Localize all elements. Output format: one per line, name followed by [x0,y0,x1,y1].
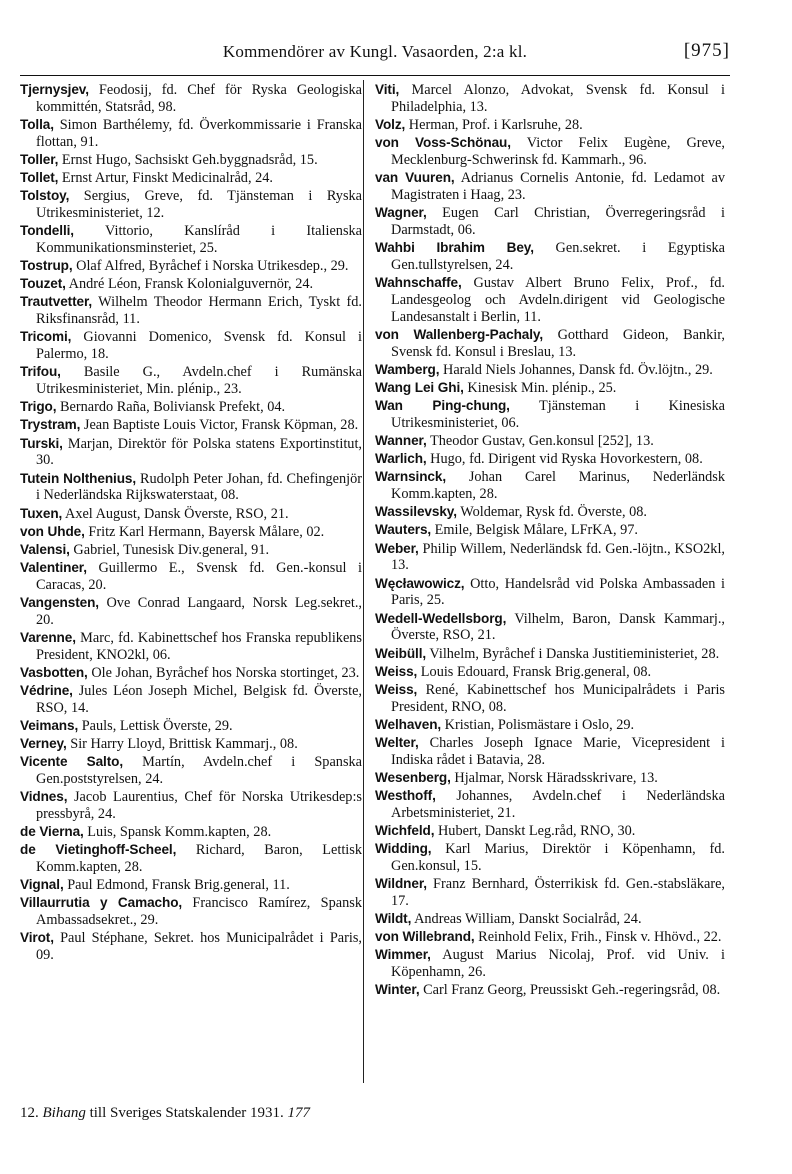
entry-name: Tolla, [20,117,54,132]
entry-name: Weibüll, [375,645,427,661]
entry-name: van Vuuren, [375,170,455,186]
footer-prefix: 12. [20,1105,43,1121]
page-footer [20,1105,310,1122]
entry [20,399,362,416]
page-number: [975] [683,40,730,61]
entry [20,736,362,753]
entry-text: René, Kabinettschef hos Municipalrådets i Paris President, RNO, 08. [391,681,725,715]
entry-name: von Wallenberg-Pachaly, [375,327,544,342]
entry-name: Toller, [20,152,59,167]
entry [20,471,362,505]
entry-name: Touzet, [20,276,66,292]
page-header [20,36,730,70]
entry-name: von Uhde, [20,523,85,539]
entry [20,329,362,363]
entry-text: Basile G., Avdeln.chef i Rumänska Utrikesministeriet, Min. plénip., 23. [36,364,362,398]
entry-text: Marc, fd. Kabinettschef hos Franska republikens President, KNO2kl, 06. [36,629,362,663]
entry-text: Reinhold Felix, Frih., Finsk v. Hhövd., 22. [474,929,722,946]
entry-name: Vangensten, [20,594,99,610]
entry-name: Tjernysjev, [20,82,89,97]
entry-text: Fritz Karl Hermann, Bayersk Målare, 02. [84,523,325,540]
entry [20,82,362,116]
entry [375,982,725,999]
entry-text: Vilhelm, Byråchef i Danska Justitieministeriet, 28. [426,645,720,662]
entry [20,223,362,257]
entry-text: Pauls, Lettisk Överste, 29. [78,717,233,734]
entry-name: Wimmer, [375,947,431,963]
entry-name: Weiss, [375,663,418,679]
entry-name: Widding, [375,841,432,857]
entry [375,398,725,432]
left-column [20,82,362,1082]
entry [375,275,725,326]
entry-name: Virot, [20,930,54,946]
entry-name: Wildt, [375,911,412,927]
entry [375,664,725,681]
footer-text: till Sveriges Statskalender 1931. [85,1105,288,1121]
entry-text: Giovanni Domenico, Svensk fd. Konsul i Palermo, 18. [36,329,362,363]
entry [375,117,725,134]
entry-text: Franz Bernhard, Österrikisk fd. Gen.-stabsläkare, 17. [391,876,725,909]
entry-name: Welter, [375,734,419,750]
entry-name: Weber, [375,540,419,556]
entry-text: Hjalmar, Norsk Häradsskrivare, 13. [450,769,658,786]
entry-text: Victor Felix Eugène, Greve, Mecklenburg-Schwerinsk fd. Kammarh., 96. [391,135,725,168]
entry-text: Vilhelm, Baron, Dansk Kammarj., Överste, RSO, 21. [391,610,725,644]
entry-text: Olaf Alfred, Byråchef i Norska Utrikesdep., 29. [72,258,349,275]
entry-name: de Vierna, [20,824,84,840]
entry-name: Węcławowicz, [375,575,465,591]
entry-name: Valensi, [20,541,70,557]
entry [375,841,725,875]
entry-name: Védrine, [20,682,73,698]
entry-text: Johan Carel Marinus, Nederländsk Komm.kapten, 28. [391,469,725,503]
entry-name: Trigo, [20,399,57,415]
entry [375,682,725,716]
entry-text: Jules Léon Joseph Michel, Belgisk fd. Överste, RSO, 14. [36,682,362,716]
entry-name: Vignal, [20,877,64,893]
entry-text: Kristian, Polismästare i Oslo, 29. [441,716,635,733]
entry [20,542,362,559]
entry [375,823,725,840]
entry-text: André Léon, Fransk Kolonialguvernör, 24. [65,276,314,293]
entry-name: Wahbi Ibrahim Bey, [375,240,534,256]
entry-text: Axel August, Dansk Överste, RSO, 21. [62,505,289,522]
entry-text: Carl Franz Georg, Preussiskt Geh.-regeringsråd, 08. [419,982,721,999]
entry-name: Trautvetter, [20,294,93,310]
entry [20,930,362,964]
entry-name: Vidnes, [20,789,68,805]
entry [375,451,725,468]
entry-name: Wildner, [375,876,427,892]
entry-text: Martín, Avdeln.chef i Spanska Gen.poststyrelsen, 24. [36,754,362,788]
entry-name: Wanner, [375,433,427,449]
entry-name: Viti, [375,82,400,97]
entry-name: Turski, [20,435,63,451]
entry [20,595,362,629]
entry-name: Welhaven, [375,716,442,732]
entry-text: Simon Barthélemy, fd. Överkommissarie i Franska flottan, 91. [36,117,362,150]
entry-name: de Vietinghoff-Scheel, [20,842,177,858]
entry-name: Villaurrutia y Camacho, [20,895,183,911]
entry [375,788,725,822]
entry [20,877,362,894]
entry-name: von Voss-Schönau, [375,135,511,151]
entry [375,717,725,734]
page-title: Kommendörer av Kungl. Vasaorden, 2:a kl. [222,42,528,61]
entry-text: Karl Marius, Direktör i Köpenhamn, fd. Gen.konsul, 15. [391,841,725,874]
entry-text: Sir Harry Lloyd, Brittisk Kammarj., 08. [66,736,298,753]
entry-name: Tuxen, [20,505,63,521]
column-divider [363,80,364,1083]
entry-name: Wedell-Wedellsborg, [375,610,507,626]
entry-text: Hugo, fd. Dirigent vid Ryska Hovorkestern, 08. [426,451,703,468]
entry-text: Ernst Hugo, Sachsiskt Geh.byggnadsråd, 15. [58,152,318,168]
entry [375,469,725,503]
entry-name: Warlich, [375,451,427,467]
entry [20,524,362,541]
entry [375,735,725,769]
entry-text: Harald Niels Johannes, Dansk fd. Öv.löjtn., 29. [439,362,713,378]
entry [20,665,362,682]
entry [20,188,362,222]
entry [20,258,362,275]
entry-name: Tollet, [20,170,59,186]
entry [20,152,362,169]
entry [20,506,362,523]
entry [20,895,362,929]
entry [375,240,725,274]
entry-text: Ernst Artur, Finskt Medicinalråd, 24. [58,170,273,187]
entry [375,541,725,575]
entry [375,576,725,610]
entry-text: Woldemar, Rysk fd. Överste, 08. [456,504,647,521]
entry-text: Feodosij, fd. Chef för Ryska Geologiska kommittén, Statsråd, 98. [36,82,362,115]
entry [375,362,725,379]
entry-text: Theodor Gustav, Gen.konsul [252], 13. [426,433,654,450]
entry-name: Wichfeld, [375,822,435,838]
entry-name: von Willebrand, [375,929,475,945]
entry [375,380,725,397]
entry-name: Trifou, [20,364,61,380]
entry [20,170,362,187]
header-rule [20,75,730,76]
entry-text: Vittorio, Kanslíråd i Italienska Kommunikationsminsteriet, 25. [36,223,362,257]
entry-text: Jean Baptiste Louis Victor, Fransk Köpman, 28. [80,417,359,434]
entry [375,770,725,787]
entry-text: Tjänsteman i Kinesiska Utrikesministeriet, 06. [391,398,725,432]
entry-text: Andreas William, Danskt Socialråd, 24. [411,911,642,928]
entry-name: Tolstoy, [20,188,70,204]
entry-text: August Marius Nicolaj, Prof. vid Univ. i Köpenhamn, 26. [391,947,725,981]
entry-name: Wang Lei Ghi, [375,380,464,396]
entry-name: Wauters, [375,522,432,538]
entry [375,876,725,910]
entry-text: Jacob Laurentius, Chef för Norska Utrikesdep:s pressbyrå, 24. [36,789,362,823]
entry-text: Ole Johan, Byråchef hos Norska stortinget, 23. [87,664,360,681]
entry-name: Winter, [375,982,420,998]
entry-text: Luis, Spansk Komm.kapten, 28. [83,824,272,841]
entry [375,611,725,645]
entry [20,294,362,328]
entry-name: Trystram, [20,417,81,433]
entry-name: Wassilevsky, [375,504,457,520]
entry [375,82,725,116]
entry-name: Wagner, [375,205,427,221]
entry [20,683,362,717]
entry [20,842,362,876]
entry [375,947,725,981]
entry-text: Johannes, Avdeln.chef i Nederländska Arbetsministeriet, 21. [391,787,725,821]
entry [375,170,725,204]
entry-text: Francisco Ramírez, Spansk Ambassadsekret., 29. [36,895,362,929]
entry-name: Veimans, [20,717,79,733]
entry-name: Wamberg, [375,362,440,377]
entry [20,754,362,788]
entry-name: Verney, [20,736,67,752]
entry [20,789,362,823]
entry [375,327,725,361]
entry [20,560,362,594]
entry-text: Adrianus Cornelis Antonie, fd. Ledamot av Magistraten i Haag, 23. [391,170,725,203]
entry-name: Varenne, [20,629,76,645]
entry-text: Gabriel, Tunesisk Div.general, 91. [69,541,270,558]
entry-name: Tricomi, [20,329,72,345]
entry [375,135,725,169]
entry-text: Marcel Alonzo, Advokat, Svensk fd. Konsul i Philadelphia, 13. [391,82,725,115]
entry [20,276,362,293]
entry-text: Sergius, Greve, fd. Tjänsteman i Ryska Utrikesministeriet, 12. [36,188,362,222]
entry-name: Wan Ping-chung, [375,398,510,414]
entry-name: Weiss, [375,681,418,697]
entry-text: Wilhelm Theodor Hermann Erich, Tyskt fd. Riksfinansråd, 11. [36,294,362,328]
entry-text: Emile, Belgisk Målare, LFrKA, 97. [431,522,638,539]
entry-text: Paul Stéphane, Sekret. hos Municipalrådet i Paris, 09. [36,930,362,964]
entry [20,824,362,841]
entry-text: Otto, Handelsråd vid Polska Ambassaden i Paris, 25. [391,575,725,609]
entry-name: Tondelli, [20,223,74,239]
entry [375,646,725,663]
entry-text: Philip Willem, Nederländsk fd. Gen.-löjtn., KSO2kl, 13. [391,540,725,574]
entry [375,433,725,450]
entry [375,522,725,539]
entry-name: Vicente Salto, [20,754,124,770]
footer-italic: Bihang [42,1105,86,1121]
entry [20,117,362,151]
entry-name: Valentiner, [20,559,87,575]
entry-name: Westhoff, [375,787,436,803]
entry-text: Gotthard Gideon, Bankir, Svensk fd. Konsul i Breslau, 13. [391,327,725,360]
entry [375,929,725,946]
entry-text: Hubert, Danskt Leg.råd, RNO, 30. [434,822,636,839]
entry-name: Vasbotten, [20,664,88,680]
entry-text: Paul Edmond, Fransk Brig.general, 11. [63,877,290,894]
entry-text: Louis Edouard, Fransk Brig.general, 08. [417,663,652,680]
entry-text: Herman, Prof. i Karlsruhe, 28. [405,117,583,133]
entry-name: Tostrup, [20,258,73,274]
entry [20,417,362,434]
entry-text: Gen.sekret. i Egyptiska Gen.tullstyrelsen, 24. [391,240,725,273]
entry [20,630,362,664]
entry-name: Volz, [375,117,406,132]
entry [20,436,362,470]
entry-text: Charles Joseph Ignace Marie, Vicepresident i Indiska rådet i Batavia, 28. [391,734,725,768]
entry [20,718,362,735]
entry-name: Tutein Nolthenius, [20,470,137,486]
entry-text: Marjan, Direktör för Polska statens Exportinstitut, 30. [36,435,362,469]
entry-name: Wesenberg, [375,769,451,785]
entry [375,504,725,521]
entry-name: Wahnschaffe, [375,275,462,291]
entry-text: Gustav Albert Bruno Felix, Prof., fd. Landesgeolog och Avdeln.dirigent vid Geologische Landesanstalt i Berlin, 11. [391,275,725,325]
right-column [375,82,725,1082]
entry-text: Bernardo Raña, Boliviansk Prefekt, 04. [56,399,286,416]
entry [375,205,725,239]
entry-text: Eugen Carl Christian, Överregeringsråd i Darmstadt, 06. [391,205,725,238]
entry-text: Ove Conrad Langaard, Norsk Leg.sekret., 20. [36,594,362,628]
entry-text: Richard, Baron, Lettisk Komm.kapten, 28. [36,842,362,876]
entry [20,364,362,398]
entry [375,911,725,928]
entry-name: Warnsinck, [375,469,447,485]
entry-text: Kinesisk Min. plénip., 25. [463,380,617,397]
entry-text: Guillermo E., Svensk fd. Gen.-konsul i Caracas, 20. [36,559,362,593]
footer-page-ref: 177 [287,1105,310,1121]
entry-text: Rudolph Peter Johan, fd. Chefingenjör i Nederländska Rijkswaterstaat, 08. [36,470,362,504]
